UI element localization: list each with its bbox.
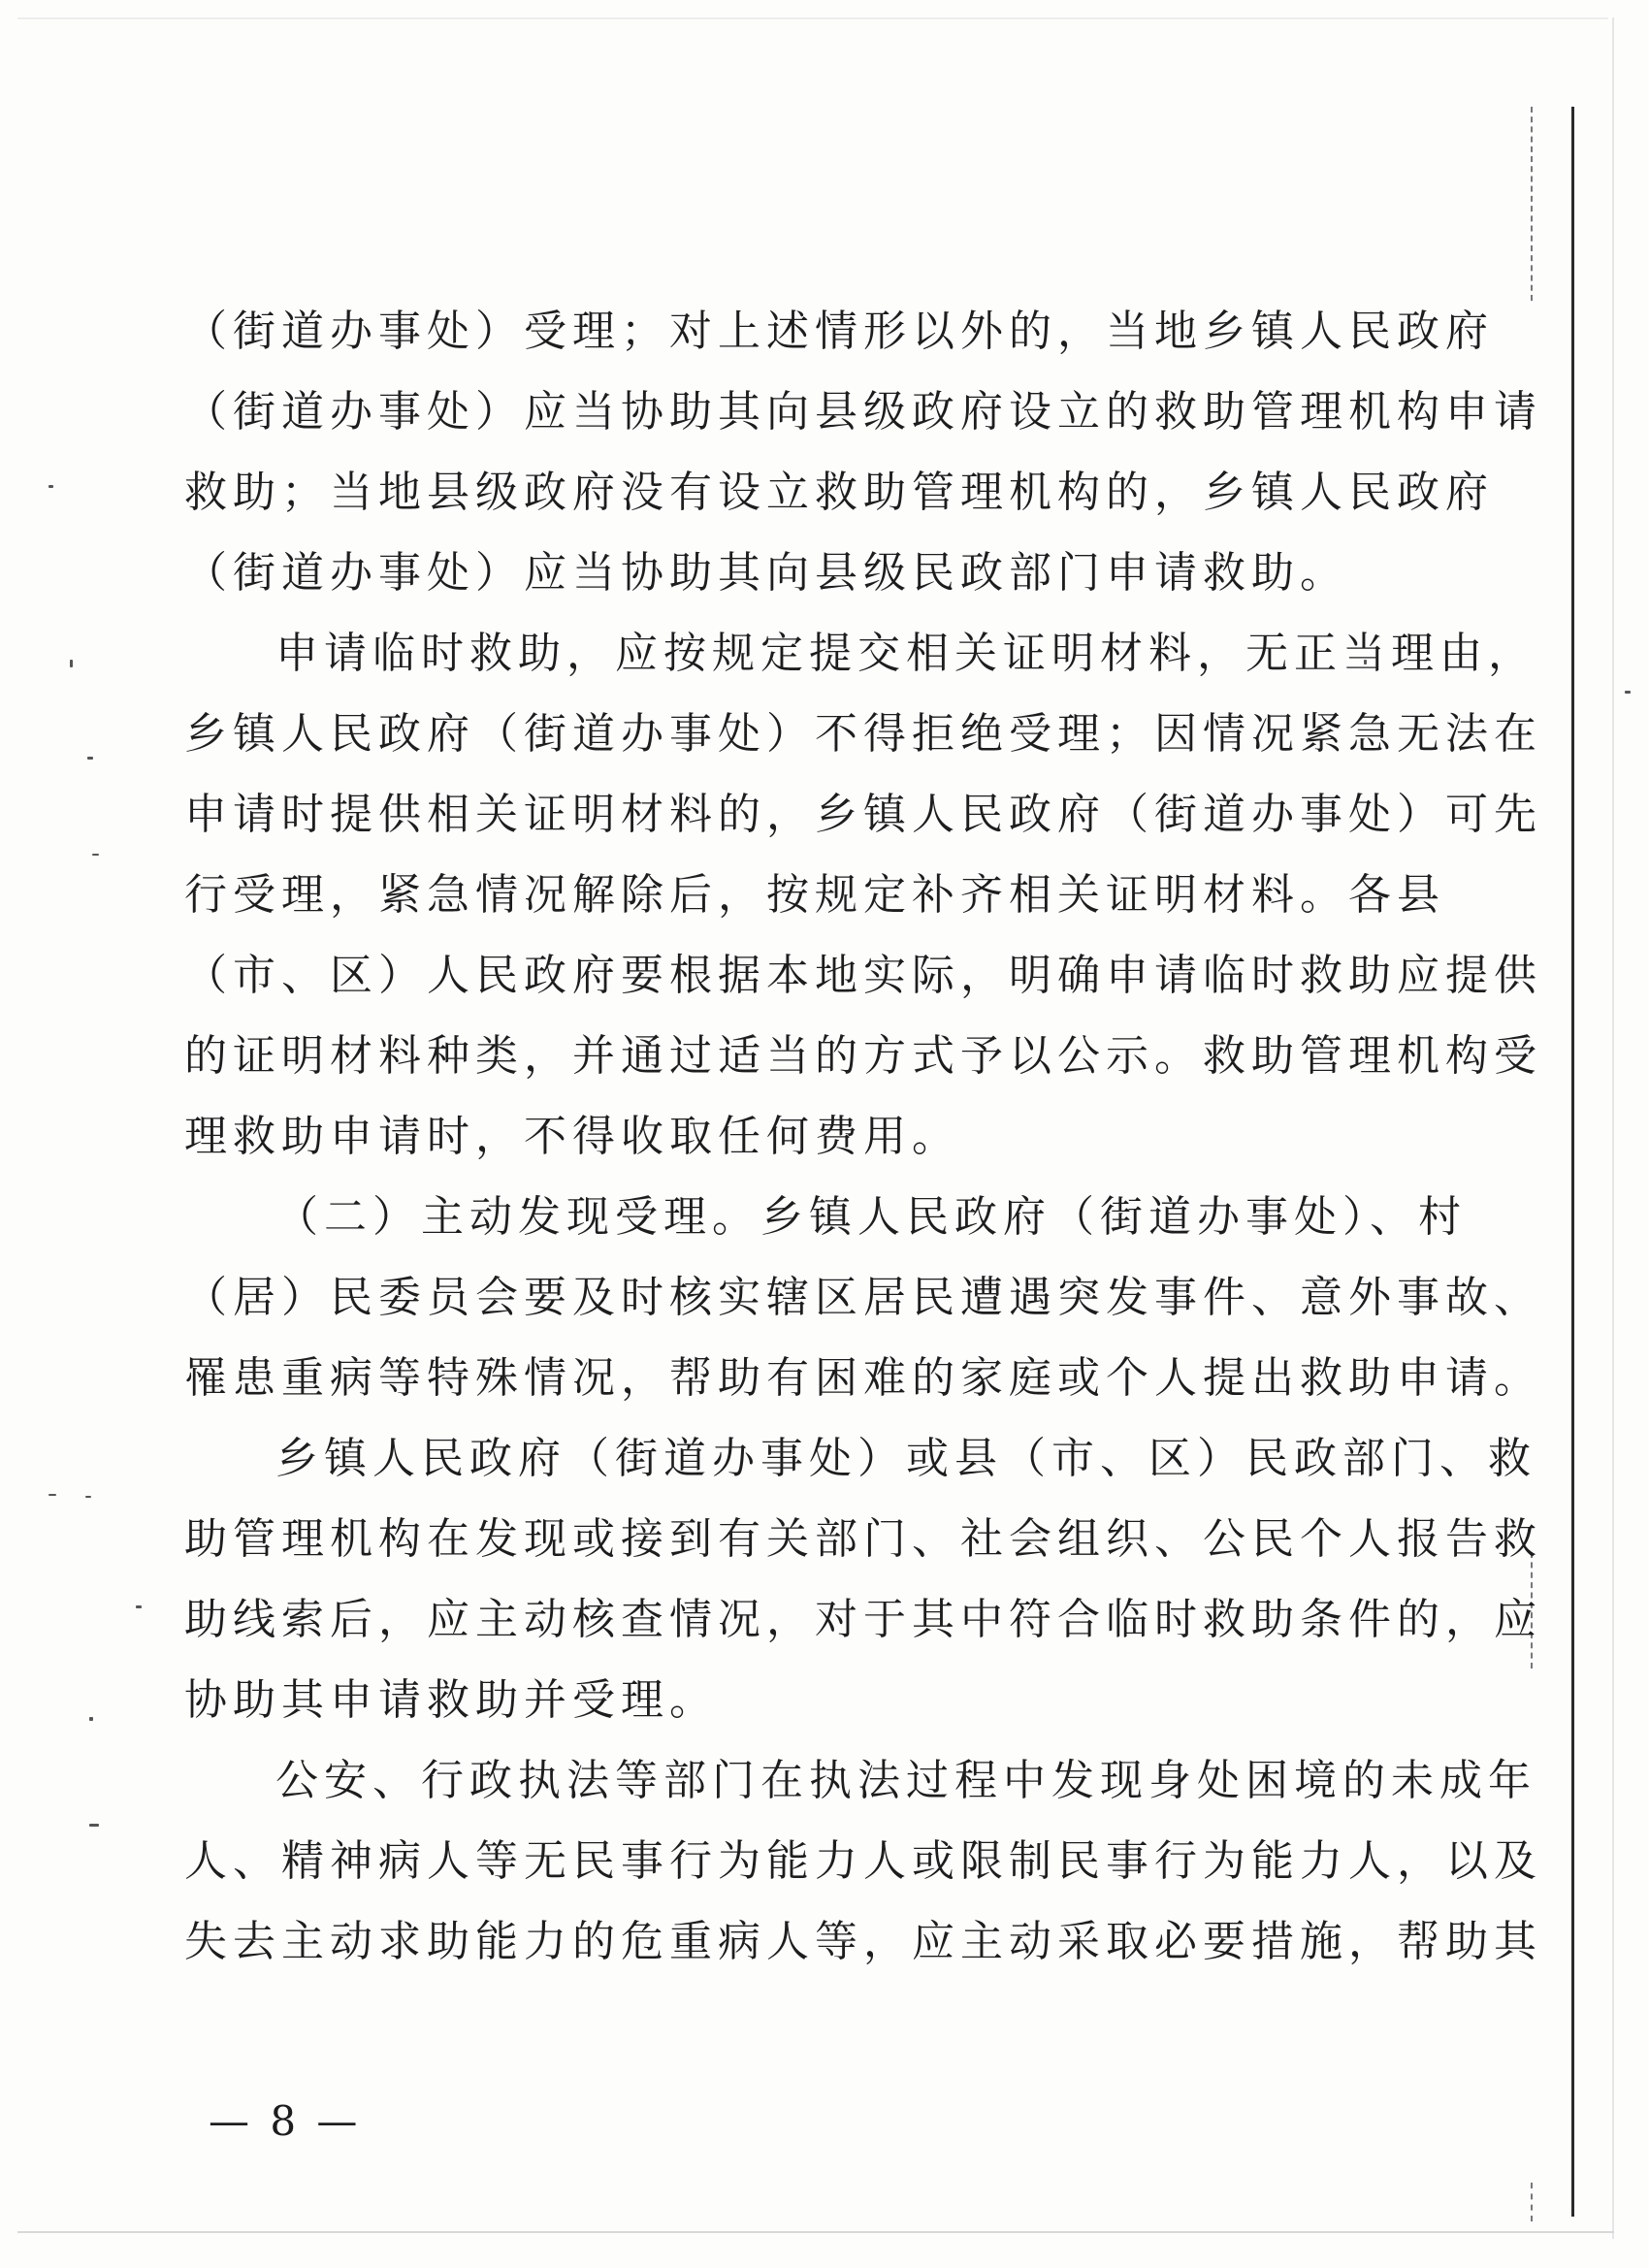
- text-line-content: （街道办事处）应当协助其向县级民政部门申请救助。: [184, 548, 1348, 598]
- text-line: [184, 1338, 1542, 1418]
- text-line: [184, 1418, 1536, 1499]
- text-line-content: 失去主动求助能力的危重病人等，应主动采取必要措施，帮助其: [184, 1917, 1542, 1966]
- text-line: [184, 774, 1542, 855]
- text-line: [184, 935, 1542, 1016]
- scan-edge-bottom: [17, 2231, 1614, 2233]
- binding-dash: [1531, 2183, 1533, 2221]
- text-line: [184, 1660, 1368, 1740]
- text-line: [184, 1499, 1542, 1579]
- text-line-content: 人、精神病人等无民事行为能力人或限制民事行为能力人，以及: [184, 1836, 1542, 1886]
- text-line-content: （居）民委员会要及时核实辖区居民遭遇突发事件、意外事故、: [184, 1273, 1542, 1322]
- text-line-content: 行受理，紧急情况解除后，按规定补齐相关证明材料。各县: [184, 870, 1445, 920]
- text-line-content: 助线索后，应主动核查情况，对于其中符合临时救助条件的，应: [184, 1595, 1542, 1644]
- page-number: — 8 —: [209, 2097, 362, 2145]
- text-line: [184, 533, 1368, 613]
- text-line: [184, 1177, 1467, 1257]
- text-line: [184, 613, 1536, 694]
- body-text: [184, 291, 1542, 1982]
- text-line: [184, 855, 1445, 935]
- text-line: [184, 372, 1542, 452]
- text-line: [184, 452, 1494, 533]
- text-line: [184, 1821, 1542, 1901]
- text-line-content: 公安、行政执法等部门在执法过程中发现身处困境的未成年: [275, 1756, 1536, 1805]
- text-line-content: 乡镇人民政府（街道办事处）或县（市、区）民政部门、救: [275, 1434, 1536, 1483]
- text-line-content: 助管理机构在发现或接到有关部门、社会组织、公民个人报告救: [184, 1514, 1542, 1564]
- text-line: [184, 291, 1494, 372]
- text-line-content: 罹患重病等特殊情况，帮助有困难的家庭或个人提出救助申请。: [184, 1353, 1542, 1403]
- text-line-content: （市、区）人民政府要根据本地实际，明确申请临时救助应提供: [184, 951, 1542, 1000]
- binding-dash: [1531, 107, 1533, 301]
- text-line-content: 的证明材料种类，并通过适当的方式予以公示。救助管理机构受: [184, 1031, 1542, 1081]
- text-line: [184, 1096, 1368, 1177]
- text-line: [184, 1740, 1536, 1821]
- text-line-content: 申请临时救助，应按规定提交相关证明材料，无正当理由，: [275, 629, 1536, 678]
- text-line-content: （二）主动发现受理。乡镇人民政府（街道办事处）、村: [275, 1192, 1467, 1242]
- text-line-content: 救助；当地县级政府没有设立救助管理机构的，乡镇人民政府: [184, 468, 1494, 517]
- text-line-content: 理救助申请时，不得收取任何费用。: [184, 1112, 960, 1161]
- text-line-content: 协助其申请救助并受理。: [184, 1675, 718, 1725]
- text-line: [184, 1257, 1542, 1338]
- text-line-content: （街道办事处）应当协助其向县级政府设立的救助管理机构申请: [184, 387, 1542, 437]
- text-line: [184, 1016, 1542, 1096]
- scan-edge-top: [17, 17, 1608, 19]
- text-line-content: 申请时提供相关证明材料的，乡镇人民政府（街道办事处）可先: [184, 790, 1542, 839]
- text-line: [184, 694, 1542, 774]
- binding-line: [1571, 107, 1574, 2217]
- text-line-content: （街道办事处）受理；对上述情形以外的，当地乡镇人民政府: [184, 307, 1494, 356]
- text-line: [184, 1579, 1542, 1660]
- scan-edge-right: [1612, 17, 1614, 2239]
- text-line-content: 乡镇人民政府（街道办事处）不得拒绝受理；因情况紧急无法在: [184, 709, 1542, 759]
- text-line: [184, 1901, 1542, 1982]
